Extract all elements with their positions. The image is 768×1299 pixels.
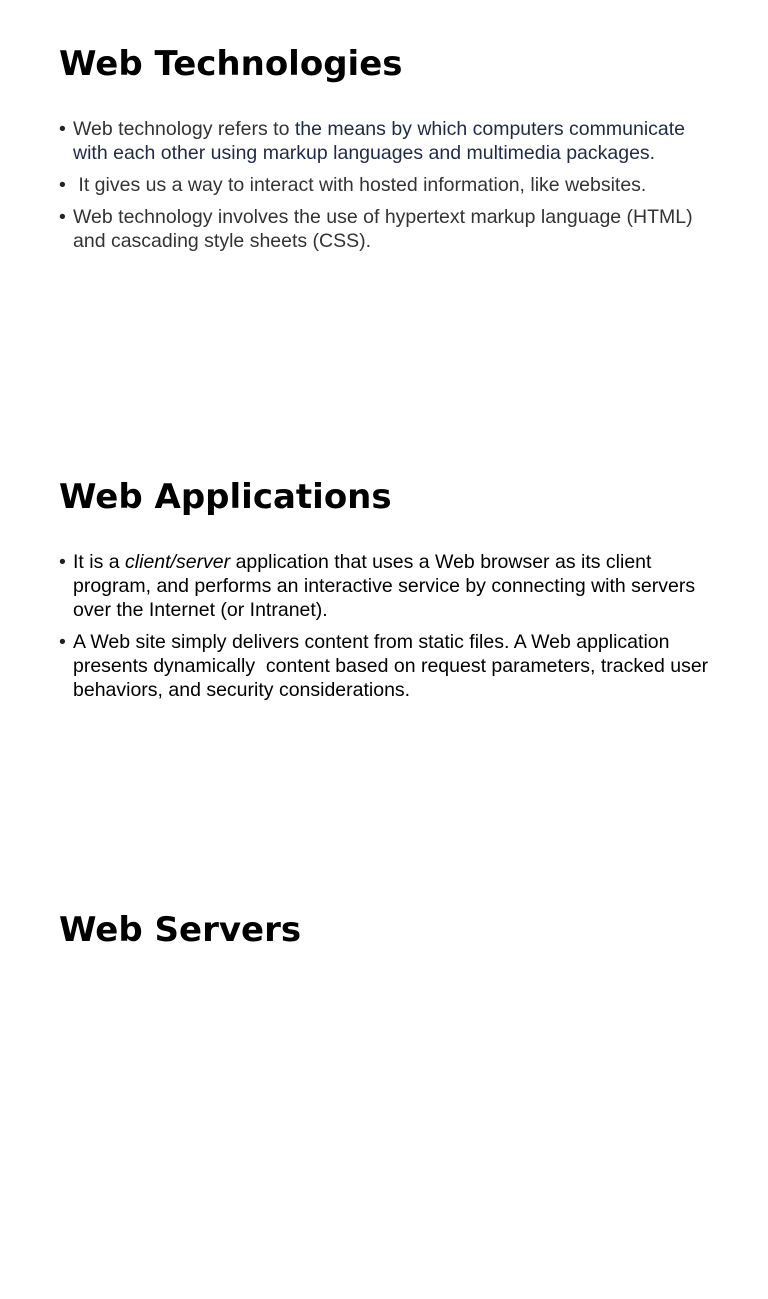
bullet-text: It is a	[73, 551, 126, 573]
bullet-text-suffix: application that uses a Web browser as its client program, and performs an interactive service by connecting with servers over the Internet (or Intranet).	[73, 551, 696, 621]
bullet-text: Web technology refers to	[73, 118, 295, 140]
bullet-item	[59, 173, 719, 197]
bullet-item	[59, 205, 719, 253]
slide-web-servers	[0, 866, 768, 1299]
bullet-item	[59, 550, 719, 622]
bullet-text: A Web site simply delivers content from static files. A Web application presents dynamically content based on request parameters, tracked user behaviors, and security considerations.	[73, 631, 714, 701]
bullet-item	[59, 630, 719, 702]
bullet-list	[59, 117, 719, 261]
bullet-text-highlight: the means by which computers communicate with each other using markup languages and multimedia packages.	[73, 118, 686, 164]
bullet-icon: •	[59, 206, 66, 228]
bullet-text-italic: client/server	[125, 551, 231, 573]
slide-title: Web Technologies	[59, 44, 403, 84]
bullet-list	[59, 550, 719, 710]
bullet-item	[59, 117, 719, 165]
bullet-text: It gives us a way to interact with hosted information, like websites.	[73, 174, 647, 196]
bullet-icon: •	[59, 118, 66, 140]
bullet-icon: •	[59, 551, 66, 573]
slide-title: Web Servers	[59, 910, 302, 950]
slide-web-applications	[0, 433, 768, 866]
bullet-icon: •	[59, 631, 66, 653]
slide-title: Web Applications	[59, 477, 392, 517]
slide-web-technologies	[0, 0, 768, 433]
bullet-text: Web technology involves the use of hypertext markup language (HTML) and cascading style sheets (CSS).	[73, 206, 693, 252]
bullet-icon: •	[59, 174, 66, 196]
